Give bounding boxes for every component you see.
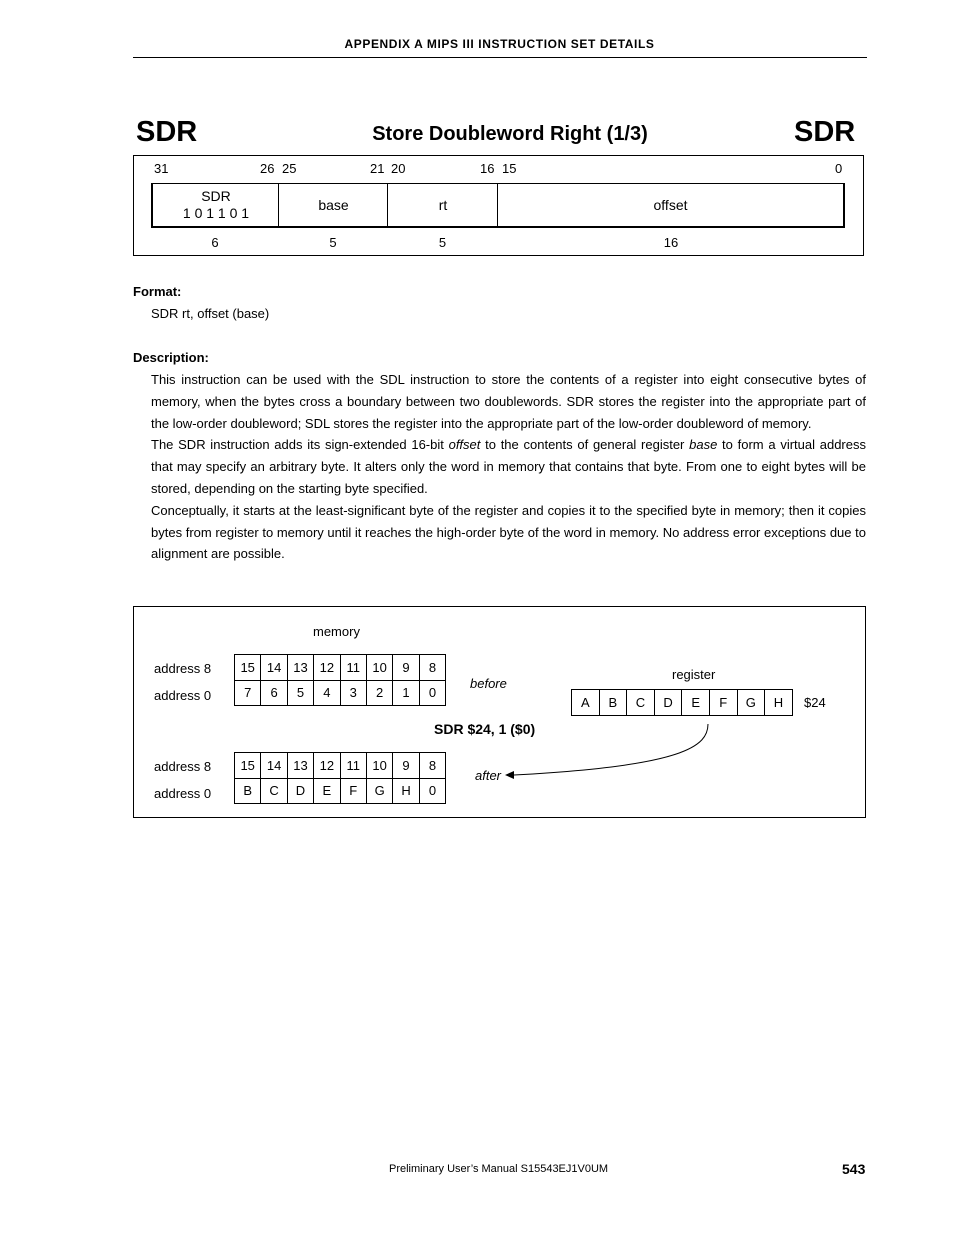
memory-cell: 8 bbox=[419, 655, 445, 681]
description-paragraph-3: Conceptually, it starts at the least-significant byte of the register and copies it to the specified byte in memory; then it copies bytes from register to memory until it reaches the high-order byte of the word in memory. No address error exceptions due to alignment are possible. bbox=[151, 502, 866, 562]
address-label: address 8 bbox=[154, 661, 212, 676]
bit-label: 21 bbox=[370, 161, 385, 176]
memory-cell: 6 bbox=[261, 680, 287, 706]
mnemonic-left: SDR bbox=[136, 116, 198, 148]
memory-cell: 10 bbox=[366, 655, 392, 681]
before-label: before bbox=[470, 676, 507, 691]
field-base bbox=[278, 183, 388, 228]
memory-cell: 0 bbox=[419, 778, 445, 804]
description-text: to the contents of general register bbox=[480, 437, 690, 453]
register-byte: A bbox=[572, 690, 600, 716]
format-heading: Format: bbox=[133, 284, 182, 299]
footer-text: Preliminary User’s Manual S15543EJ1V0UM bbox=[389, 1163, 609, 1175]
register-byte: G bbox=[737, 690, 765, 716]
memory-before-table bbox=[234, 654, 446, 706]
memory-cell: 12 bbox=[314, 753, 340, 779]
page-number: 543 bbox=[842, 1161, 866, 1177]
page-title: Store Doubleword Right (1/3) bbox=[372, 123, 648, 145]
field-base-name: base bbox=[318, 196, 349, 213]
register-name: $24 bbox=[804, 695, 826, 710]
memory-cell: 11 bbox=[340, 655, 366, 681]
bit-label: 16 bbox=[480, 161, 495, 176]
description-paragraph-2 bbox=[151, 434, 866, 499]
memory-cell: E bbox=[314, 778, 340, 804]
format-syntax: SDR rt, offset (base) bbox=[151, 306, 270, 321]
base-term: base bbox=[689, 437, 718, 453]
table-row bbox=[235, 753, 446, 779]
register-byte: H bbox=[765, 690, 793, 716]
description-text: The SDR instruction adds its sign-extended 16-bit bbox=[151, 437, 449, 453]
after-label: after bbox=[475, 768, 502, 783]
field-rt bbox=[387, 183, 498, 228]
field-opcode-name: SDR bbox=[201, 188, 231, 204]
instruction-example: SDR $24, 1 ($0) bbox=[434, 721, 536, 737]
address-label: address 8 bbox=[154, 759, 212, 774]
field-width: 16 bbox=[663, 235, 679, 250]
register-byte: B bbox=[599, 690, 627, 716]
table-row bbox=[235, 778, 446, 804]
memory-cell: 11 bbox=[340, 753, 366, 779]
field-width: 5 bbox=[329, 235, 337, 250]
memory-cell: F bbox=[340, 778, 366, 804]
memory-cell: 14 bbox=[261, 753, 287, 779]
mnemonic-right: SDR bbox=[794, 116, 856, 148]
running-header: APPENDIX A MIPS III INSTRUCTION SET DETAILS bbox=[344, 37, 655, 51]
memory-cell: 14 bbox=[261, 655, 287, 681]
memory-cell: H bbox=[393, 778, 419, 804]
memory-cell: 15 bbox=[235, 655, 261, 681]
description-body bbox=[151, 369, 866, 565]
bit-label: 0 bbox=[835, 161, 843, 176]
field-rt-name: rt bbox=[438, 196, 448, 213]
memory-cell: 13 bbox=[287, 655, 313, 681]
memory-cell: B bbox=[235, 778, 261, 804]
bit-label: 20 bbox=[391, 161, 406, 176]
field-width: 6 bbox=[211, 235, 219, 250]
table-row bbox=[235, 680, 446, 706]
memory-cell: G bbox=[366, 778, 392, 804]
memory-cell: 3 bbox=[340, 680, 366, 706]
table-row bbox=[572, 690, 793, 716]
description-paragraph-1: This instruction can be used with the SDL instruction to store the contents of a register into eight consecutive bytes of memory, when the bytes cross a boundary between two doublewords. SDR stores the register into the appropriate part of the low-order doubleword; SDL stores the register into the appropriate part of the low-order doubleword of memory. bbox=[151, 372, 866, 431]
description-heading: Description: bbox=[133, 350, 209, 365]
arrow-head bbox=[505, 771, 514, 779]
field-opcode bbox=[151, 183, 279, 228]
memory-cell: 9 bbox=[393, 655, 419, 681]
offset-term: offset bbox=[448, 437, 481, 453]
bit-label: 26 bbox=[260, 161, 275, 176]
memory-cell: 7 bbox=[235, 680, 261, 706]
memory-cell: 12 bbox=[314, 655, 340, 681]
memory-cell: 8 bbox=[419, 753, 445, 779]
memory-label: memory bbox=[313, 624, 360, 639]
field-width: 5 bbox=[438, 235, 447, 250]
register-byte: C bbox=[627, 690, 655, 716]
register-table bbox=[571, 689, 793, 716]
memory-cell: D bbox=[287, 778, 313, 804]
memory-cell: 5 bbox=[287, 680, 313, 706]
register-label: register bbox=[672, 667, 716, 682]
memory-cell: 9 bbox=[393, 753, 419, 779]
register-byte: D bbox=[654, 690, 682, 716]
register-byte: F bbox=[709, 690, 737, 716]
memory-cell: 4 bbox=[314, 680, 340, 706]
field-opcode-bits: 1 0 1 1 0 1 bbox=[182, 205, 250, 221]
description-text: to form a virtual address that may specify an arbitrary byte. It alters only the word in memory that contains that byte. From one to eight bytes will be stored, depending on the starting byte specified. bbox=[151, 437, 866, 496]
bit-label: 25 bbox=[282, 161, 297, 176]
memory-cell: 2 bbox=[366, 680, 392, 706]
address-label: address 0 bbox=[154, 786, 212, 801]
memory-cell: 13 bbox=[287, 753, 313, 779]
memory-after-table bbox=[234, 752, 446, 804]
bit-label: 31 bbox=[154, 161, 169, 176]
memory-cell: 0 bbox=[419, 680, 445, 706]
field-offset-name: offset bbox=[653, 196, 688, 213]
memory-cell: 15 bbox=[235, 753, 261, 779]
memory-cell: 10 bbox=[366, 753, 392, 779]
table-row bbox=[235, 655, 446, 681]
field-offset bbox=[497, 183, 845, 228]
header-rule bbox=[133, 57, 867, 58]
memory-cell: C bbox=[261, 778, 287, 804]
memory-cell: 1 bbox=[393, 680, 419, 706]
address-label: address 0 bbox=[154, 688, 212, 703]
arrow-curve bbox=[514, 724, 708, 775]
register-byte: E bbox=[682, 690, 710, 716]
copy-arrow bbox=[500, 718, 720, 788]
bit-label: 15 bbox=[502, 161, 517, 176]
